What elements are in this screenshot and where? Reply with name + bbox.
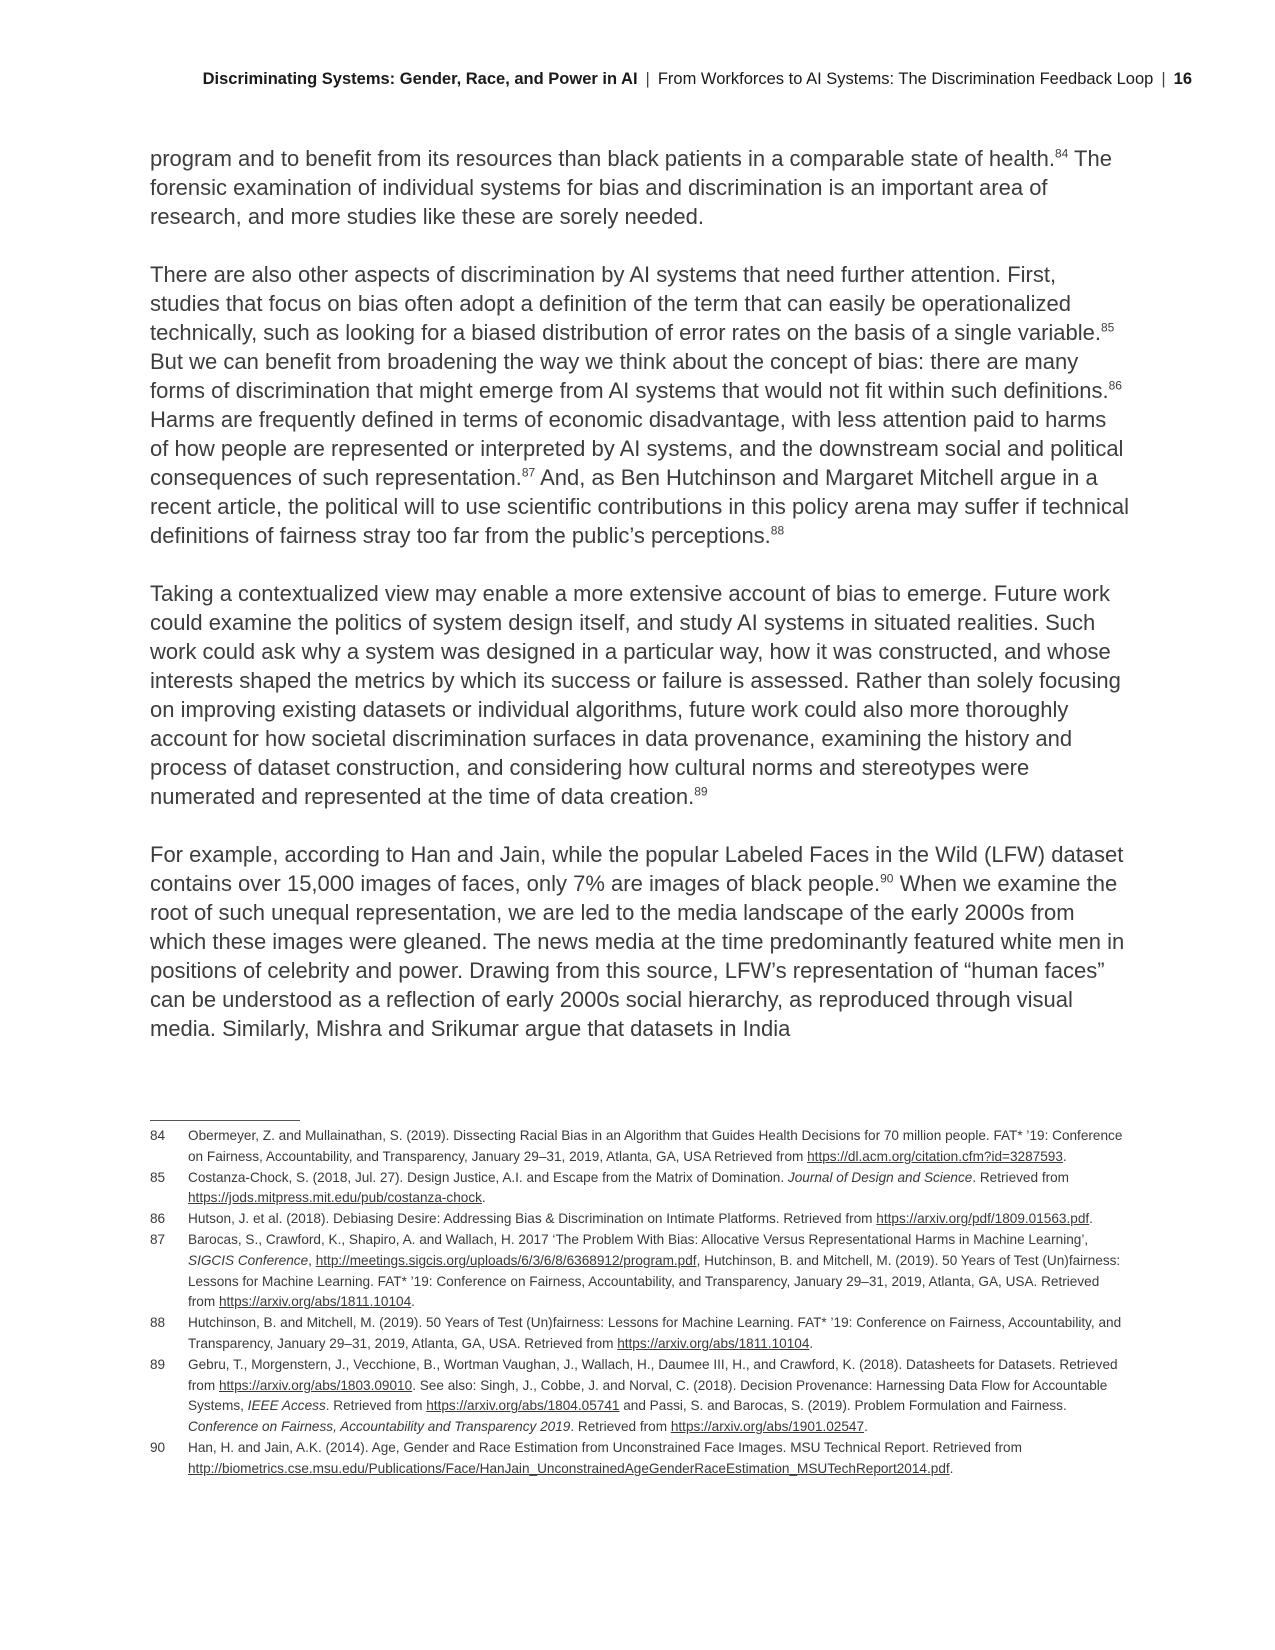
paragraph: Taking a contextualized view may enable a more extensive account of bias to emerge. Future work could examine the politics of system design itself, and study AI systems in situated realities. Such work could ask why a system was designed in a particular way, how it was constructed, and whose interests shaped the metrics by which its success or failure is assessed. Rather than solely focusing on improving existing datasets or individual algorithms, future work could also more thoroughly account for how societal discrimination surfaces in data provenance, examining the history and process of dataset construction, and considering how cultural norms and stereotypes were numerated and represented at the time of data creation.$^{89}$ bbox=[150, 581, 1121, 809]
footnote-link[interactable]: https://arxiv.org/abs/1811.10104 bbox=[218, 1294, 412, 1310]
footnote-ref[interactable]: 90 bbox=[880, 871, 894, 886]
paragraph: For example, according to Han and Jain, while the popular Labeled Faces in the Wild (LFW) dataset contains over 15,000 images of faces, only 7% are images of black people.$^{90}$ When we examine the root of such unequal representation, we are led to the media landscape of the early 2000s from which these images were gleaned. The news media at the time predominantly featured white men in positions of celebrity and power. Drawing from this source, LFW’s representation of “human faces” can be understood as a reflection of early 2000s social hierarchy, as reproduced through visual media. Similarly, Mishra and Srikumar argue that datasets in India bbox=[150, 842, 1125, 1041]
footnotes bbox=[150, 1126, 1125, 1480]
footnote: 84 Obermeyer, Z. and Mullainathan, S. (2019). Dissecting Racial Bias in an Algorithm that Guides Health Decisions for 70 million people. FAT* ’19: Conference on Fairness, Accountability, and Transparency, January 29–31, 2019, Atlanta, GA, USA Retrieved from https://dl.acm.org/citation.cfm?id=3287593. bbox=[150, 1126, 1125, 1168]
footnote-number: 87 bbox=[150, 1231, 166, 1247]
footnote-link[interactable]: https://arxiv.org/abs/1901.02547 bbox=[670, 1419, 865, 1435]
footnote-ref[interactable]: 85 bbox=[1101, 320, 1115, 335]
footnote: 89 Gebru, T., Morgenstern, J., Vecchione, B., Wortman Vaughan, J., Wallach, H., Daumee III, H., and Crawford, K. (2018). Datasheets for Datasets. Retrieved from https://arxiv.org/abs/1803.09010. See also: Singh, J., Cobbe, J. and Norval, C. (2018). Decision Provenance: Harnessing Data Flow for Accountable Systems, IEEE Access. Retrieved from https://arxiv.org/abs/1804.05741 and Passi, S. and Barocas, S. (2019). Problem Formulation and Fairness. Conference on Fairness, Accountability and Transparency 2019. Retrieved from https://arxiv.org/abs/1901.02547. bbox=[150, 1355, 1125, 1438]
footnote-ref[interactable]: 87 bbox=[521, 465, 536, 480]
footnote-number: 88 bbox=[150, 1315, 166, 1331]
report-title: Discriminating Systems: Gender, Race, and Power in AI bbox=[202, 70, 638, 88]
footnote-number: 85 bbox=[150, 1169, 166, 1185]
footnote-number: 86 bbox=[150, 1211, 166, 1227]
header-separator: | bbox=[645, 70, 650, 88]
paragraph: There are also other aspects of discrimination by AI systems that need further attention. First, studies that focus on bias often adopt a definition of the term that can easily be operationalized technically, such as looking for a biased distribution of error rates on the basis of a single variable.$^{85}$ But we can benefit from broadening the way we think about the concept of bias: there are many forms of discrimination that might emerge from AI systems that would not fit within such definitions.$^{86}$ Harms are frequently defined in terms of economic disadvantage, with less attention paid to harms of how people are represented or interpreted by AI systems, and the downstream social and political consequences of such representation.$^{87}$ And, as Ben Hutchinson and Margaret Mitchell argue in a recent article, the political will to use scientific contributions in this policy arena may suffer if technical definitions of fairness stray too far from the public’s perceptions.$^{88}$ bbox=[150, 262, 1130, 548]
section-title: From Workforces to AI Systems: The Discrimination Feedback Loop bbox=[657, 70, 1154, 88]
footnote-number: 84 bbox=[150, 1128, 166, 1143]
footnote: 86 Hutson, J. et al. (2018). Debiasing Desire: Addressing Bias & Discrimination on Intimate Platforms. Retrieved from https://arxiv.org/pdf/1809.01563.pdf. bbox=[150, 1209, 1125, 1230]
footnote-link[interactable]: http://meetings.sigcis.org/uploads/6/3/6/8/6368912/program.pdf bbox=[315, 1252, 697, 1268]
footnote-link[interactable]: https://arxiv.org/abs/1804.05741 bbox=[426, 1398, 620, 1414]
footnote: 87 Barocas, S., Crawford, K., Shapiro, A. and Wallach, H. 2017 ‘The Problem With Bias: Allocative Versus Representational Harms in Machine Learning’, SIGCIS Conference, http://meetings.sigcis.org/uploads/6/3/6/8/6368912/program.pdf, Hutchinson, B. and Mitchell, M. (2019). 50 Years of Test (Un)fairness: Lessons for Machine Learning. FAT* ’19: Conference on Fairness, Accountability, and Transparency, January 29–31, 2019, Atlanta, GA, USA. Retrieved from https://arxiv.org/abs/1811.10104. bbox=[150, 1230, 1125, 1313]
footnote-link[interactable]: https://arxiv.org/abs/1803.09010 bbox=[218, 1377, 413, 1393]
footnote: 90 Han, H. and Jain, A.K. (2014). Age, Gender and Race Estimation from Unconstrained Face Images. MSU Technical Report. Retrieved from http://biometrics.cse.msu.edu/Publications/Face/HanJain_UnconstrainedAgeGenderRaceEstimation_MSUTechReport2014.pdf. bbox=[150, 1438, 1125, 1480]
footnote-link[interactable]: https://jods.mitpress.mit.edu/pub/costanza-chock bbox=[188, 1190, 482, 1206]
running-header bbox=[150, 70, 1192, 89]
main-body bbox=[150, 144, 1130, 1072]
footnote-divider bbox=[150, 1120, 300, 1121]
footnote-ref[interactable]: 88 bbox=[770, 523, 785, 538]
footnote: 88 Hutchinson, B. and Mitchell, M. (2019). 50 Years of Test (Un)fairness: Lessons for Machine Learning. FAT* ’19: Conference on Fairness, Accountability, and Transparency, January 29–31, 2019, Atlanta, GA, USA. Retrieved from https://arxiv.org/abs/1811.10104. bbox=[150, 1313, 1125, 1355]
footnote-ref[interactable]: 86 bbox=[1108, 378, 1122, 393]
footnote-link[interactable]: https://arxiv.org/pdf/1809.01563.pdf bbox=[876, 1211, 1090, 1227]
footnote-number: 90 bbox=[150, 1439, 166, 1455]
paragraph: program and to benefit from its resources than black patients in a comparable state of health.$^{84}$ The forensic examination of individual systems for bias and discrimination is an important area of research, and more studies like these are sorely needed. bbox=[150, 146, 1112, 229]
footnote-link[interactable]: https://arxiv.org/abs/1811.10104 bbox=[617, 1335, 810, 1351]
footnote-link[interactable]: https://dl.acm.org/citation.cfm?id=3287593 bbox=[807, 1148, 1063, 1164]
footnote-number: 89 bbox=[150, 1356, 166, 1372]
footnote-ref[interactable]: 89 bbox=[694, 784, 708, 799]
page-number: 16 bbox=[1173, 70, 1192, 88]
footnote: 85 Costanza-Chock, S. (2018, Jul. 27). Design Justice, A.I. and Escape from the Matrix of Domination. Journal of Design and Science. Retrieved from https://jods.mitpress.mit.edu/pub/costanza-chock. bbox=[150, 1168, 1125, 1210]
header-separator: | bbox=[1161, 70, 1166, 88]
footnote-ref[interactable]: 84 bbox=[1054, 146, 1069, 161]
footnote-link[interactable]: http://biometrics.cse.msu.edu/Publications/Face/HanJain_UnconstrainedAgeGenderRaceEstimation_MSUTechReport2014.pdf bbox=[188, 1460, 950, 1476]
